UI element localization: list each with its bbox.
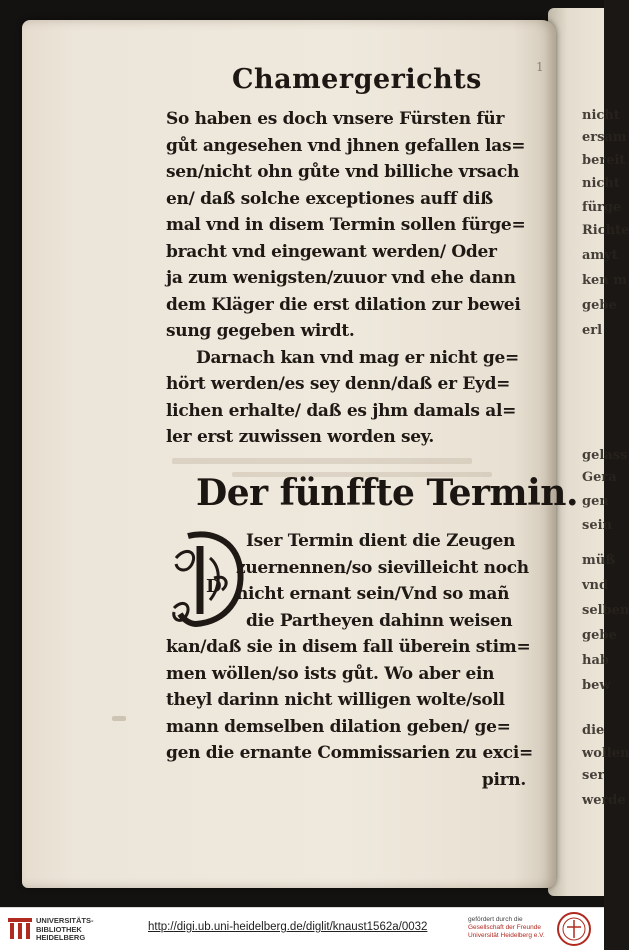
adjacent-page-text: hab xyxy=(582,653,609,668)
text-line: Darnach kan vnd mag er nicht ge= xyxy=(196,347,519,368)
text-line: gůt angesehen vnd jhnen gefallen las= xyxy=(166,135,526,156)
text-line: sen/nicht ohn gůte vnd billiche vrsach xyxy=(166,162,520,182)
text-line: dem Kläger die erst dilation zur bewei xyxy=(166,294,521,315)
folio-number: 1 xyxy=(536,60,544,74)
adjacent-page-text: gen xyxy=(582,494,609,509)
adjacent-page-text: sein xyxy=(582,518,612,533)
text-line: mal vnd in disem Termin sollen fürge= xyxy=(166,215,526,235)
text-line: theyl darinn nicht willigen wolte/soll xyxy=(166,690,505,710)
adjacent-page-text: fürge xyxy=(582,200,622,215)
funding-note: gefördert durch die Gesellschaft der Freunde Universität Heidelberg e.V. xyxy=(468,916,545,939)
adjacent-page-text: vnd xyxy=(582,578,609,593)
adjacent-page-text: müß xyxy=(582,553,616,568)
adjacent-page-text: nicht xyxy=(582,176,620,191)
text-line: pirn. xyxy=(481,769,526,790)
university-seal-icon xyxy=(556,911,592,947)
text-line: en/ daß solche exceptiones auff diß xyxy=(166,188,493,209)
text-line: lichen erhalte/ daß es jhm damals al= xyxy=(166,400,517,421)
section-title: Der fünffte Termin. xyxy=(196,472,578,514)
text-line: kan/daß sie in disem fall überein stim= xyxy=(166,637,531,657)
text-line: nicht ernant sein/Vnd so mañ xyxy=(236,584,510,604)
text-line: die Partheyen dahinn weisen xyxy=(246,610,513,631)
text-line: Iser Termin dient die Zeugen xyxy=(246,531,516,551)
text-line: mann demselben dilation geben/ ge= xyxy=(166,716,511,737)
adjacent-page-text: Richte xyxy=(582,223,629,238)
adjacent-page xyxy=(548,8,629,896)
adjacent-page-text: die xyxy=(582,723,605,738)
text-line: zuernennen/so sievilleicht noch xyxy=(236,557,529,578)
adjacent-page-text: amyt xyxy=(582,248,618,263)
adjacent-page-text: bereit xyxy=(582,153,626,168)
running-head: Chamergerichts xyxy=(232,64,482,95)
adjacent-page-text: werde xyxy=(582,793,626,808)
adjacent-page-text: wollen xyxy=(582,746,629,761)
adjacent-page-text: Gera xyxy=(582,470,617,485)
text-line: bracht vnd eingewant werden/ Oder xyxy=(166,241,497,262)
adjacent-page-text: gelass xyxy=(582,448,628,463)
adjacent-page-text: nicht xyxy=(582,108,620,123)
adjacent-page-text: selben xyxy=(582,603,629,618)
svg-text:D: D xyxy=(206,576,222,597)
adjacent-page-text: gebe xyxy=(582,628,617,643)
text-line: ja zum wenigsten/zuuor vnd ehe dann xyxy=(166,268,516,288)
text-line: men wöllen/so ists gůt. Wo aber ein xyxy=(166,663,495,684)
viewer-footer xyxy=(0,907,604,950)
adjacent-page-text: ken m xyxy=(582,273,628,288)
permalink[interactable]: http://digi.ub.uni-heidelberg.de/diglit/knaust1562a/0032 xyxy=(148,921,428,933)
university-library-logo-icon xyxy=(6,914,34,942)
paragraph-3 xyxy=(166,528,536,793)
adjacent-page-text: bew xyxy=(582,678,611,693)
adjacent-page-text: erl xyxy=(582,323,603,338)
text-line: So haben es doch vnsere Fürsten für xyxy=(166,109,505,129)
adjacent-page-text: gebe xyxy=(582,298,617,313)
text-line: ler erst zuwissen worden sey. xyxy=(166,427,435,447)
adjacent-page-text: ersam xyxy=(582,130,627,145)
text-line: gen die ernante Commissarien zu exci= xyxy=(166,743,533,763)
adjacent-page-text: ser xyxy=(582,768,605,783)
paragraph-1 xyxy=(166,106,536,451)
text-line: sung gegeben wirdt. xyxy=(166,321,355,341)
text-line: hört werden/es sey denn/daß er Eyd= xyxy=(166,374,511,394)
library-name: UNIVERSITÄTS- BIBLIOTHEK HEIDELBERG xyxy=(36,916,94,942)
